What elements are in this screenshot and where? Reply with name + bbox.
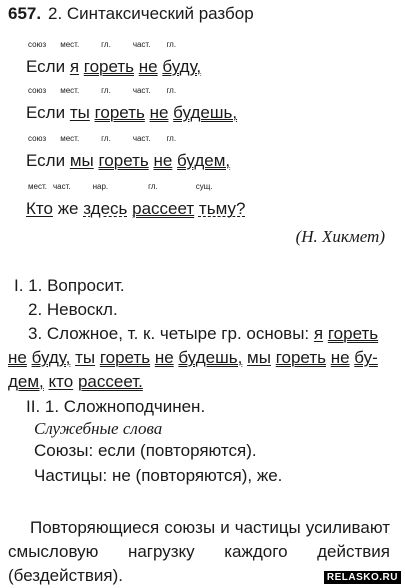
watermark-logo: RELASKO.RU [324, 571, 401, 584]
analysis-item-3-line-2 [8, 348, 378, 368]
poem-word-predicate: будем, [177, 151, 231, 170]
pos-label: гл. [101, 40, 111, 49]
poem-word: же [57, 199, 79, 218]
grammar-predicate: гореть [327, 324, 379, 343]
service-words-title: Служебные слова [34, 419, 163, 438]
poem-line-3 [26, 151, 230, 171]
pos-label: част. [52, 182, 71, 191]
poem-word-adverbial: здесь [83, 199, 128, 218]
analysis-text: 3. Сложное, т. к. четыре гр. основы: [28, 324, 310, 343]
pos-label: мест. [60, 86, 80, 95]
analysis-item-1: I. 1. Вопросит. [14, 276, 125, 295]
pos-labels-line-4 [28, 182, 213, 192]
poem-word-predicate: не [138, 57, 158, 76]
analysis-item-2: 2. Невоскл. [28, 300, 118, 319]
grammar-predicate: будешь, [178, 348, 243, 367]
pos-label: мест. [60, 40, 80, 49]
grammar-predicate: не [8, 348, 27, 367]
pos-label: мест. [60, 134, 80, 143]
pos-label: част. [132, 86, 151, 95]
pos-label: част. [132, 40, 151, 49]
poem-word-subject: я [69, 57, 80, 76]
grammar-subject: ты [75, 348, 96, 367]
poem-word-predicate: не [153, 151, 173, 170]
conjunctions-line: Союзы: если (повторяются). [34, 441, 257, 460]
pos-label: союз [28, 134, 47, 143]
exercise-number: 657. [8, 4, 42, 23]
poem-word: Если [26, 57, 66, 76]
grammar-predicate: буду, [31, 348, 71, 367]
pos-labels-line-1 [28, 40, 176, 50]
poem-word-predicate: гореть [98, 151, 149, 170]
grammar-predicate: дем, [8, 372, 44, 391]
pos-label: гл. [101, 86, 111, 95]
pos-label: част. [132, 134, 151, 143]
pos-label: гл. [101, 134, 111, 143]
grammar-predicate: не [154, 348, 174, 367]
poem-word-predicate: будешь, [173, 103, 238, 122]
pos-label: союз [28, 40, 47, 49]
grammar-subject: я [313, 324, 324, 343]
pos-label: гл. [148, 182, 158, 191]
poem-line-2 [26, 103, 237, 123]
poem-word: Если [26, 103, 66, 122]
grammar-subject: мы [247, 348, 271, 367]
poem-word-predicate: гореть [83, 57, 135, 76]
pos-label: мест. [28, 182, 47, 191]
poem-word-predicate: гореть [94, 103, 145, 122]
poem-word-predicate: рассеет [132, 199, 195, 218]
pos-label: гл. [166, 134, 177, 143]
poem-word: Если [26, 151, 66, 170]
grammar-predicate: рассеет. [77, 372, 143, 391]
grammar-predicate: не [330, 348, 350, 367]
pos-labels-line-3 [28, 134, 176, 144]
pos-label: союз [28, 86, 47, 95]
poem-word-subject: мы [69, 151, 94, 170]
grammar-predicate: гореть [275, 348, 326, 367]
poem-line-4 [26, 199, 245, 219]
pos-label: сущ. [195, 182, 213, 191]
poem-line-1 [26, 57, 201, 77]
attribution: (Н. Хикмет) [295, 227, 385, 246]
poem-word-predicate: не [149, 103, 169, 122]
poem-word-object: тьму? [198, 199, 246, 218]
poem-word-predicate: буду, [162, 57, 202, 76]
grammar-subject: кто [48, 372, 74, 391]
analysis-item-ii-1: II. 1. Сложноподчинен. [26, 397, 206, 416]
analysis-item-3-line-1 [28, 324, 378, 344]
particles-line: Частицы: не (повторяются), же. [34, 466, 283, 485]
conclusion-paragraph: Повторяющиеся союзы и частицы усиливают смысловую нагрузку каждого действия (бездействия). [8, 518, 390, 585]
pos-label: гл. [166, 40, 177, 49]
pos-label: гл. [166, 86, 177, 95]
grammar-predicate: гореть [99, 348, 151, 367]
pos-labels-line-2 [28, 86, 176, 96]
exercise-title: 2. Синтаксический разбор [48, 4, 254, 23]
pos-label: нар. [92, 182, 109, 191]
poem-word-subject: ты [69, 103, 90, 122]
analysis-item-3-line-3 [8, 372, 143, 392]
poem-word-subject: Кто [26, 199, 53, 218]
grammar-predicate: бу- [354, 348, 378, 367]
